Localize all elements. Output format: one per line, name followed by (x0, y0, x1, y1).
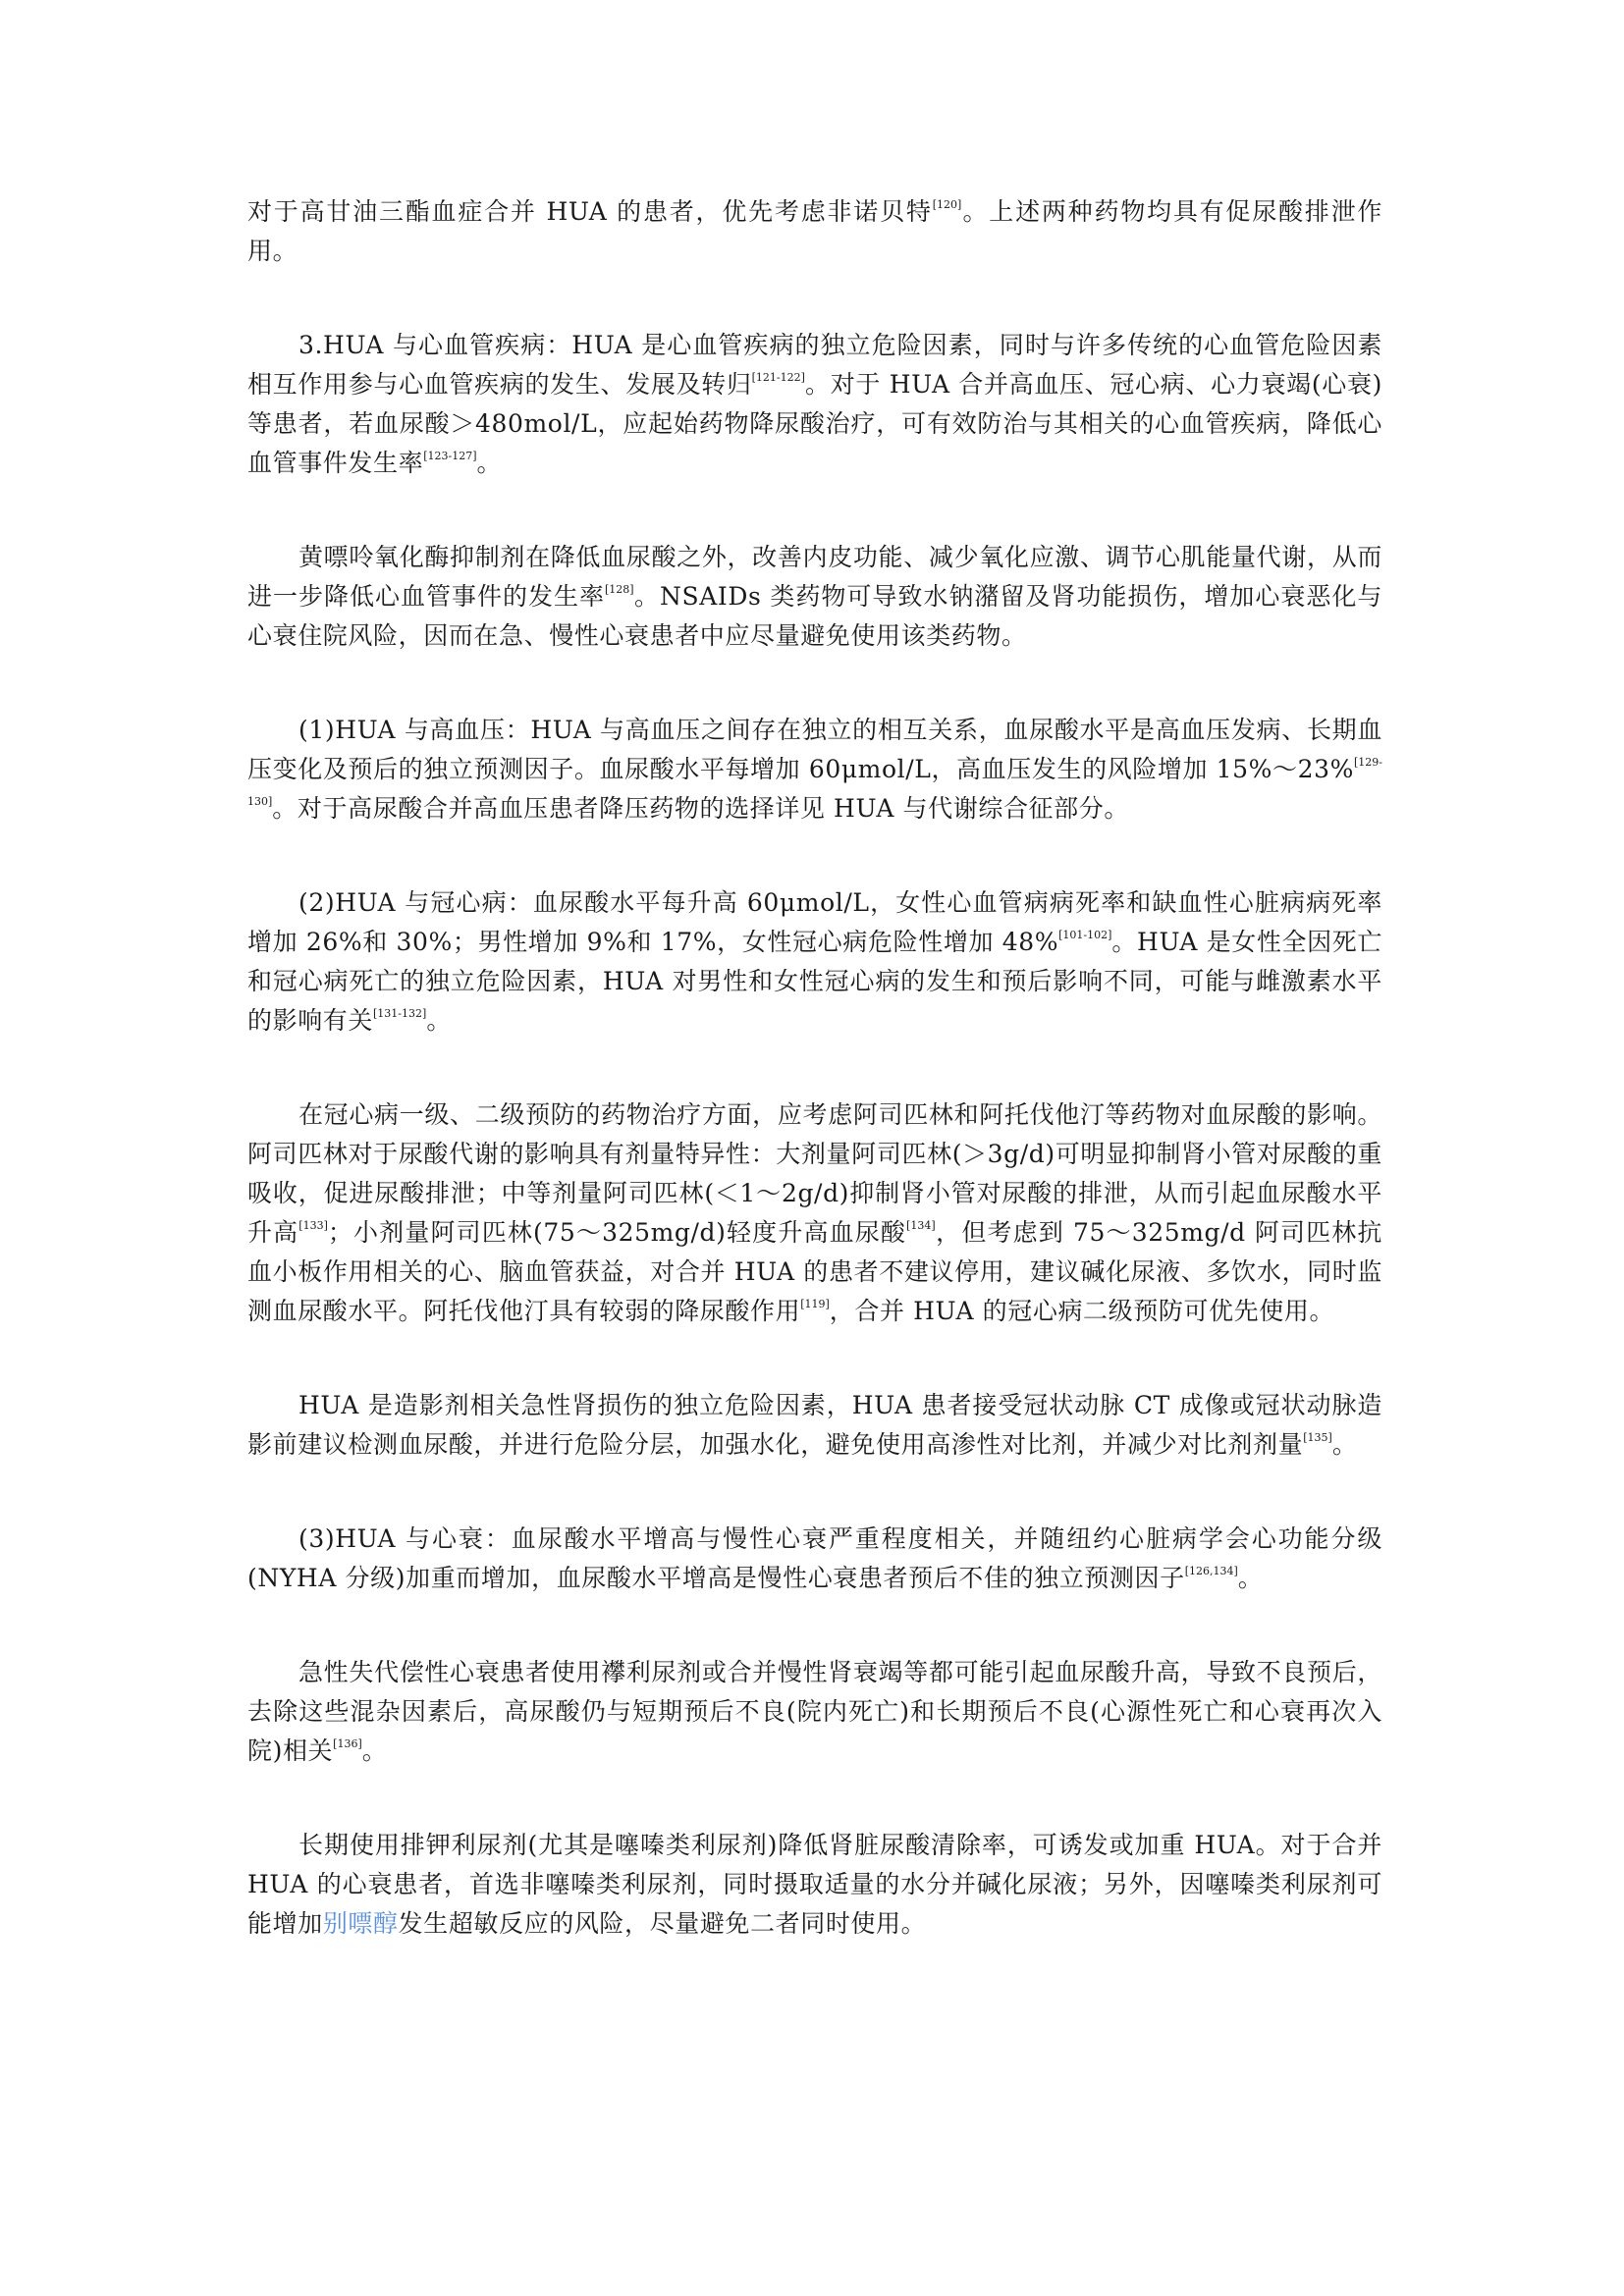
paragraph (247, 711, 1382, 828)
citation-reference: [136] (333, 1737, 362, 1750)
paragraph (247, 538, 1382, 656)
paragraph-text: (1)HUA 与高血压：HUA 与高血压之间存在独立的相互关系，血尿酸水平是高血压发病、长期血压变化及预后的独立预测因子。血尿酸水平每增加 60μmol/L，高血压发生的风险增加 15%～23% (247, 716, 1382, 783)
drug-link[interactable]: 别嘌醇 (322, 1909, 399, 1938)
citation-reference: [129-130] (247, 756, 1382, 808)
paragraph-text: HUA 是造影剂相关急性肾损伤的独立危险因素，HUA 患者接受冠状动脉 CT 成像或冠状动脉造影前建议检测血尿酸，并进行危险分层，加强水化，避免使用高渗性对比剂，并减少对比剂剂量 (247, 1391, 1382, 1459)
paragraph-text: 。HUA 是女性全因死亡和冠心病死亡的独立危险因素，HUA 对男性和女性冠心病的发生和预后影响不同，可能与雌激素水平的影响有关 (247, 928, 1383, 1035)
paragraph (247, 192, 1382, 271)
paragraph (247, 883, 1382, 1041)
paragraph-text: 黄嘌呤氧化酶抑制剂在降低血尿酸之外，改善内皮功能、减少氧化应激、调节心肌能量代谢，从而进一步降低心血管事件的发生率 (247, 543, 1382, 611)
paragraph (247, 1386, 1382, 1465)
paragraph-text: (3)HUA 与心衰：血尿酸水平增高与慢性心衰严重程度相关，并随纽约心脏病学会心功能分级(NYHA 分级)加重而增加，血尿酸水平增高是慢性心衰患者预后不佳的独立预测因子 (247, 1524, 1382, 1592)
paragraph (247, 1095, 1382, 1331)
paragraph (247, 1826, 1382, 1944)
citation-reference: [119] (800, 1298, 830, 1310)
citation-reference: [101-102] (1058, 929, 1112, 941)
paragraph-text: ，但考虑到 75～325mg/d 阿司匹林抗血小板作用相关的心、脑血管获益，对合并 HUA 的患者不建议停用，建议碱化尿液、多饮水，同时监测血尿酸水平。阿托伐他汀具有较弱的降尿酸作用 (247, 1218, 1383, 1325)
paragraph-text: 。对于高尿酸合并高血压患者降压药物的选择详见 HUA 与代谢综合征部分。 (272, 794, 1129, 823)
paragraph-text: 。对于 HUA 合并高血压、冠心病、心力衰竭(心衰)等患者，若血尿酸＞480mol/L，应起始药物降尿酸治疗，可有效防治与其相关的心血管疾病，降低心血管事件发生率 (247, 370, 1382, 477)
paragraph-text: ，合并 HUA 的冠心病二级预防可优先使用。 (829, 1297, 1335, 1325)
paragraph-text: 。 (361, 1736, 388, 1765)
citation-reference: [134] (906, 1219, 936, 1232)
paragraph-text: 。NSAIDs 类药物可导致水钠潴留及肾功能损伤，增加心衰恶化与心衰住院风险，因而在急、慢性心衰患者中应尽量避免使用该类药物。 (247, 582, 1382, 650)
citation-reference: [128] (605, 583, 634, 596)
paragraph-text: 。 (476, 449, 503, 477)
citation-reference: [126,134] (1184, 1565, 1238, 1577)
paragraph-text: 对于高甘油三酯血症合并 HUA 的患者，优先考虑非诺贝特 (247, 197, 933, 226)
citation-reference: [120] (932, 198, 962, 211)
paragraph-text: 长期使用排钾利尿剂(尤其是噻嗪类利尿剂)降低肾脏尿酸清除率，可诱发或加重 HUA。对于合并 HUA 的心衰患者，首选非噻嗪类利尿剂，同时摄取适量的水分并碱化尿液；另外，因噻嗪类利尿剂可能增加 (247, 1831, 1382, 1938)
paragraph-text: 发生超敏反应的风险，尽量避免二者同时使用。 (398, 1909, 927, 1938)
paragraph-text: 。 (1237, 1564, 1264, 1592)
paragraph-text: 3.HUA 与心血管疾病：HUA 是心血管疾病的独立危险因素，同时与许多传统的心血管危险因素相互作用参与心血管疾病的发生、发展及转归 (247, 331, 1382, 399)
citation-reference: [135] (1303, 1431, 1332, 1444)
paragraph (247, 1520, 1382, 1598)
citation-reference: [123-127] (423, 450, 477, 462)
citation-reference: [133] (298, 1219, 328, 1232)
citation-reference: [131-132] (373, 1007, 427, 1020)
paragraph-text: 。上述两种药物均具有促尿酸排泄作用。 (247, 197, 1382, 265)
paragraph (247, 326, 1382, 483)
paragraph-text: 急性失代偿性心衰患者使用襻利尿剂或合并慢性肾衰竭等都可能引起血尿酸升高，导致不良预后，去除这些混杂因素后，高尿酸仍与短期预后不良(院内死亡)和长期预后不良(心源性死亡和心衰再次入院)相关 (247, 1658, 1382, 1765)
document-body (247, 192, 1382, 1999)
paragraph-text: 。 (1331, 1430, 1358, 1459)
paragraph (247, 1653, 1382, 1771)
citation-reference: [121-122] (751, 371, 805, 384)
paragraph-text: 。 (426, 1006, 452, 1035)
paragraph-text: 在冠心病一级、二级预防的药物治疗方面，应考虑阿司匹林和阿托伐他汀等药物对血尿酸的影响。阿司匹林对于尿酸代谢的影响具有剂量特异性：大剂量阿司匹林(＞3g/d)可明显抑制肾小管对尿酸的重吸收，促进尿酸排泄；中等剂量阿司匹林(＜1～2g/d)抑制肾小管对尿酸的排泄，从而引起血尿酸水平升高 (247, 1100, 1382, 1247)
paragraph-text: ；小剂量阿司匹林(75～325mg/d)轻度升高血尿酸 (327, 1218, 907, 1247)
paragraph-text: (2)HUA 与冠心病：血尿酸水平每升高 60μmol/L，女性心血管病病死率和缺血性心脏病病死率增加 26%和 30%；男性增加 9%和 17%，女性冠心病危险性增加 48% (247, 888, 1382, 956)
